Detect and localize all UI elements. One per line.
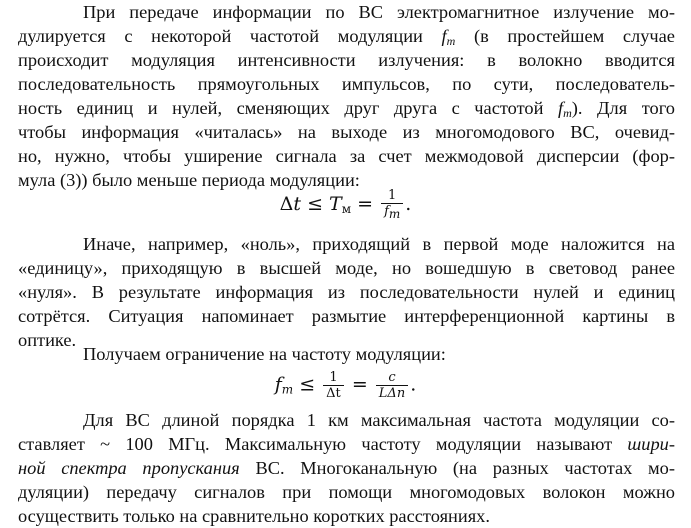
paragraph-4 (18, 408, 675, 528)
text-line: последовательность прямоугольных импульсов, по сути, последователь- (18, 74, 675, 94)
text-line: Для ВС длиной порядка 1 км максимальная частота модуляции со- (83, 410, 675, 430)
text-line: дуляции) передачу сигналов при помощи многомодовых волокон можно (18, 482, 675, 502)
text-line: чтобы информация «читалась» на выходе из многомодового ВС, очевид- (18, 122, 675, 142)
equation-delta-t: $\Delta t \le T_м$ = $\frac{1}{f_m}$ . (279, 188, 412, 221)
text-line: ность единиц и нулей, сменяющих друг друга с частотой $f_m$). Для того (18, 98, 675, 120)
fraction: $\frac{c}{\text{LΔn}}$ (376, 370, 408, 401)
equation-frequency-limit: $f_m$ ≤ $\frac{1}{\Delta t}$ = $\frac{c}{\text{LΔn}}$ . (274, 370, 417, 401)
text-line: мула (3)) было меньше периода модуляции: (18, 170, 360, 190)
text-line: но, нужно, чтобы уширение сигнала за счет межмодовой дисперсии (фор- (18, 146, 675, 166)
text-line: При передаче информации по ВС электромагнитное излучение мо- (83, 2, 675, 22)
text-line: Получаем ограничение на частоту модуляции: (83, 344, 446, 364)
text-line: оптике. (18, 330, 77, 350)
fraction: $\frac{1}{f_m}$ (381, 188, 403, 222)
text-line: сотрётся. Ситуация напоминает размытие интерференционной картины в (18, 306, 675, 326)
text-line: ной спектра пропускания ВС. Многоканальную (на разных частотах мо- (18, 458, 675, 478)
paragraph-2 (18, 232, 675, 352)
text-line: происходит модуляция интенсивности излучения: в волокно вводится (18, 50, 675, 70)
fraction: $\frac{1}{\Delta t}$ (323, 370, 344, 401)
text-line: «нуля». В результате информация из последовательности нулей и единиц (18, 282, 675, 302)
text-line: ставляет ~ 100 МГц. Максимальную частоту модуляции называют шири- (18, 434, 675, 454)
paragraph-1 (18, 0, 675, 192)
text-line: Иначе, например, «ноль», приходящий в первой моде наложится на (83, 234, 675, 254)
text-line: «единицу», приходящую в высшей моде, но вошедшую в световод ранее (18, 258, 675, 278)
text-line: дулируется с некоторой частотой модуляции $f_m$ (в простейшем случае (18, 26, 675, 48)
text-line: осуществить только на сравнительно коротких расстояниях. (18, 506, 490, 526)
paragraph-3 (18, 342, 675, 366)
